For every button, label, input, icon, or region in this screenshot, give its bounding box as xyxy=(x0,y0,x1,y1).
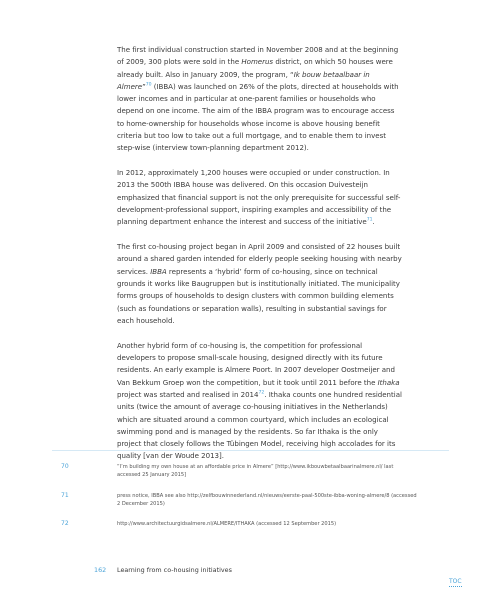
footnote-ref-72[interactable]: 72 xyxy=(258,390,265,396)
paragraph-2: In 2012, approximately 1,200 houses were occupied or under construction. In 2013 the 500th IBBA house was delivered. On this occasion Duivesteijn emphasized that financial support is not the only prerequisite for successful self-development-professional support, inspiring examples and accessibility of the planning department enhance the interest and success of the initiative$^{71}$. xyxy=(117,168,401,227)
paragraph-1: The first individual construction started in November 2008 and at the beginning of 2009, 300 plots were sold in the Homerus district, on which 50 houses were already built. Also in January 2009, the program, “Ik bouw betaalbaar in Almere”$^{70}$ (IBBA) was launched on 26% of the plots, directed at households with lower incomes and in particular at one-parent families or households who depend on one income. The aim of the IBBA program was to encourage access to home-ownership for households whose income is above housing benefit criteria but too low to take out a full mortgage, and to enable them to invest step-wise (interview town-planning department 2012). xyxy=(117,45,399,153)
footnote-text: “I’m building my own house at an affordable price in Almere” [http://www.ikbouwbetaalbaarinalmere.nl/ last accessed 25 January 2015] xyxy=(117,464,394,479)
paragraph-3: The first co-housing project began in April 2009 and consisted of 22 houses built around a shared garden intended for elderly people seeking housing with nearby services. IBBA represents a ‘hybrid’ form of co-housing, since on technical grounds it works like Baugruppen but is institutionally initiated. The municipality forms groups of households to design clusters with common building elements (such as foundations or separation walls), resulting in substantial savings for each household. xyxy=(117,242,402,325)
toc-link[interactable]: TOC xyxy=(449,578,462,585)
footnote-divider xyxy=(52,450,449,451)
footnote-ref-71[interactable]: 71 xyxy=(366,218,373,224)
running-footer-title: Learning from co-housing initiatives xyxy=(117,566,232,574)
footnote-number: 70 xyxy=(61,463,69,470)
main-text xyxy=(117,44,403,475)
footnote-number: 72 xyxy=(61,520,69,527)
footnote-ref-70[interactable]: 70 xyxy=(145,82,152,88)
page-number: 162 xyxy=(94,566,107,574)
footnote-text: press notice, IBBA see also http://zelfbouwinnederland.nl/nieuws/eerste-paal-500ste-ibba-woning-almere/8 (accessed 2 December 2015) xyxy=(117,493,417,508)
paragraph-4: Another hybrid form of co-housing is, the competition for professional developers to propose small-scale housing, designed directly with its future residents. An early example is Almere Poort. In 2007 developer Oostmeijer and Van Bekkum Groep won the competition, but it took until 2011 before the Ithaka project was started and realised in 2014$^{72}$. Ithaka counts one hundred residential units (twice the amount of average co-housing initiatives in the Netherlands) which are situated around a common courtyard, which includes an ecological swimming pond and is managed by the residents. So far Ithaka is the only project that closely follows the Tübingen Model, receiving high accolades for its quality [van der Woude 2013]. xyxy=(117,340,402,461)
footnote-number: 71 xyxy=(61,492,69,499)
footnote-text: http://www.architectuurgidsalmere.nl/ALMERE/ITHAKA (accessed 12 September 2015) xyxy=(117,521,337,527)
